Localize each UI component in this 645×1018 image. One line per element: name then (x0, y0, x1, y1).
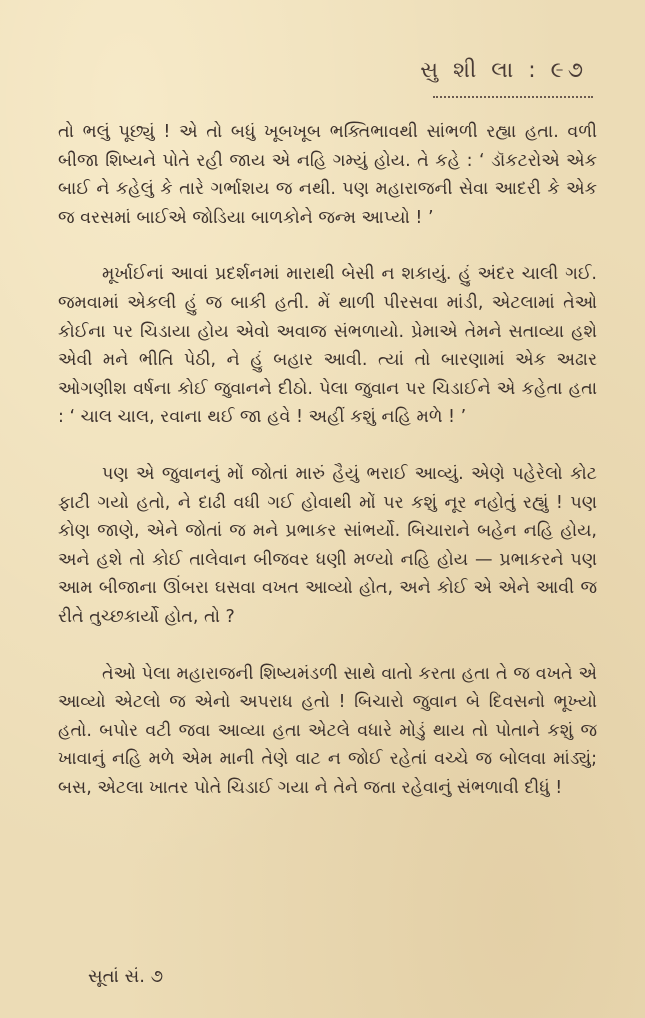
signature-mark: સૂતાં સં. ૭ (88, 966, 164, 987)
running-title: સુ શી લા : ૯૭ (420, 58, 587, 83)
paragraph-4: તેઓ પેલા મહારાજની શિષ્યમંડળી સાથે વાતો કરતા હતા તે જ વખતે એ આવ્યો એટલો જ એનો અપરાધ હતો ! બિચારો જુવાન બે દિવસનો ભૂખ્યો હતો. બપોર વટી જવા આવ્યા હતા એટલે વધારે મોડું થાય તો પોતાને કશું જ ખાવાનું નહિ મળે એમ માની તેણે વાટ ન જોઈ રહેતાં વચ્ચે જ બોલવા માંડ્યું; બસ, એટલા ખાતર પોતે ચિડાઈ ગયા ને તેને જતા રહેવાનું સંભળાવી દીધું ! (58, 663, 597, 798)
header-dotted-rule (433, 96, 593, 98)
body-text (58, 118, 597, 830)
paragraph-1: તો ભલું પૂછ્યું ! એ તો બધું ખૂબખૂબ ભક્તિભાવથી સાંભળી રહ્યા હતા. વળી બીજા શિષ્યને પોતે રહી જાય એ નહિ ગમ્યું હોય. તે કહે : ‘ ડૉકટરોએ એક બાઈ ને કહેલું કે તારે ગર્ભાશય જ નથી. પણ મહારાજની સેવા આદરી કે એક જ વરસમાં બાઈએ જોડિયા બાળકોને જન્મ આપ્યો ! ’ (58, 122, 597, 228)
paragraph-3: પણ એ જુવાનનું મોં જોતાં મારું હૈયું ભરાઈ આવ્યું. એણે પહેરેલો કોટ ફાટી ગયો હતો, ને દાઢી વધી ગઈ હોવાથી મોં પર કશું નૂર નહોતું રહ્યું ! પણ કોણ જાણે, એને જોતાં જ મને પ્રભાકર સાંભર્યો. બિચારાને બહેન નહિ હોય, અને હશે તો કોઈ તાલેવાન બીજવર ધણી મળ્યો નહિ હોય — પ્રભાકરને પણ આમ બીજાના ઊંબરા ઘસવા વખત આવ્યો હોત, અને કોઈ એ એને આવી જ રીતે તુચ્છકાર્યો હોત, તો ? (58, 463, 597, 627)
paragraph-2: મૂર્ખાઈનાં આવાં પ્રદર્શનમાં મારાથી બેસી ન શકાયું. હું અંદર ચાલી ગઈ. જમવામાં એકલી હું જ બાકી હતી. મેં થાળી પીરસવા માંડી, એટલામાં તેઓ કોઈના પર ચિડાયા હોય એવો અવાજ સંભળાયો. પ્રેમાએ તેમને સતાવ્યા હશે એવી મને ભીતિ પેઠી, ને હું બહાર આવી. ત્યાં તો બારણામાં એક અઢાર ઓગણીશ વર્ષના કોઈ જુવાનને દીઠો. પેલા જુવાન પર ચિડાઈને એ કહેતા હતા : ‘ ચાલ ચાલ, રવાના થઈ જા હવે ! અહીં કશું નહિ મળે ! ’ (58, 264, 597, 428)
